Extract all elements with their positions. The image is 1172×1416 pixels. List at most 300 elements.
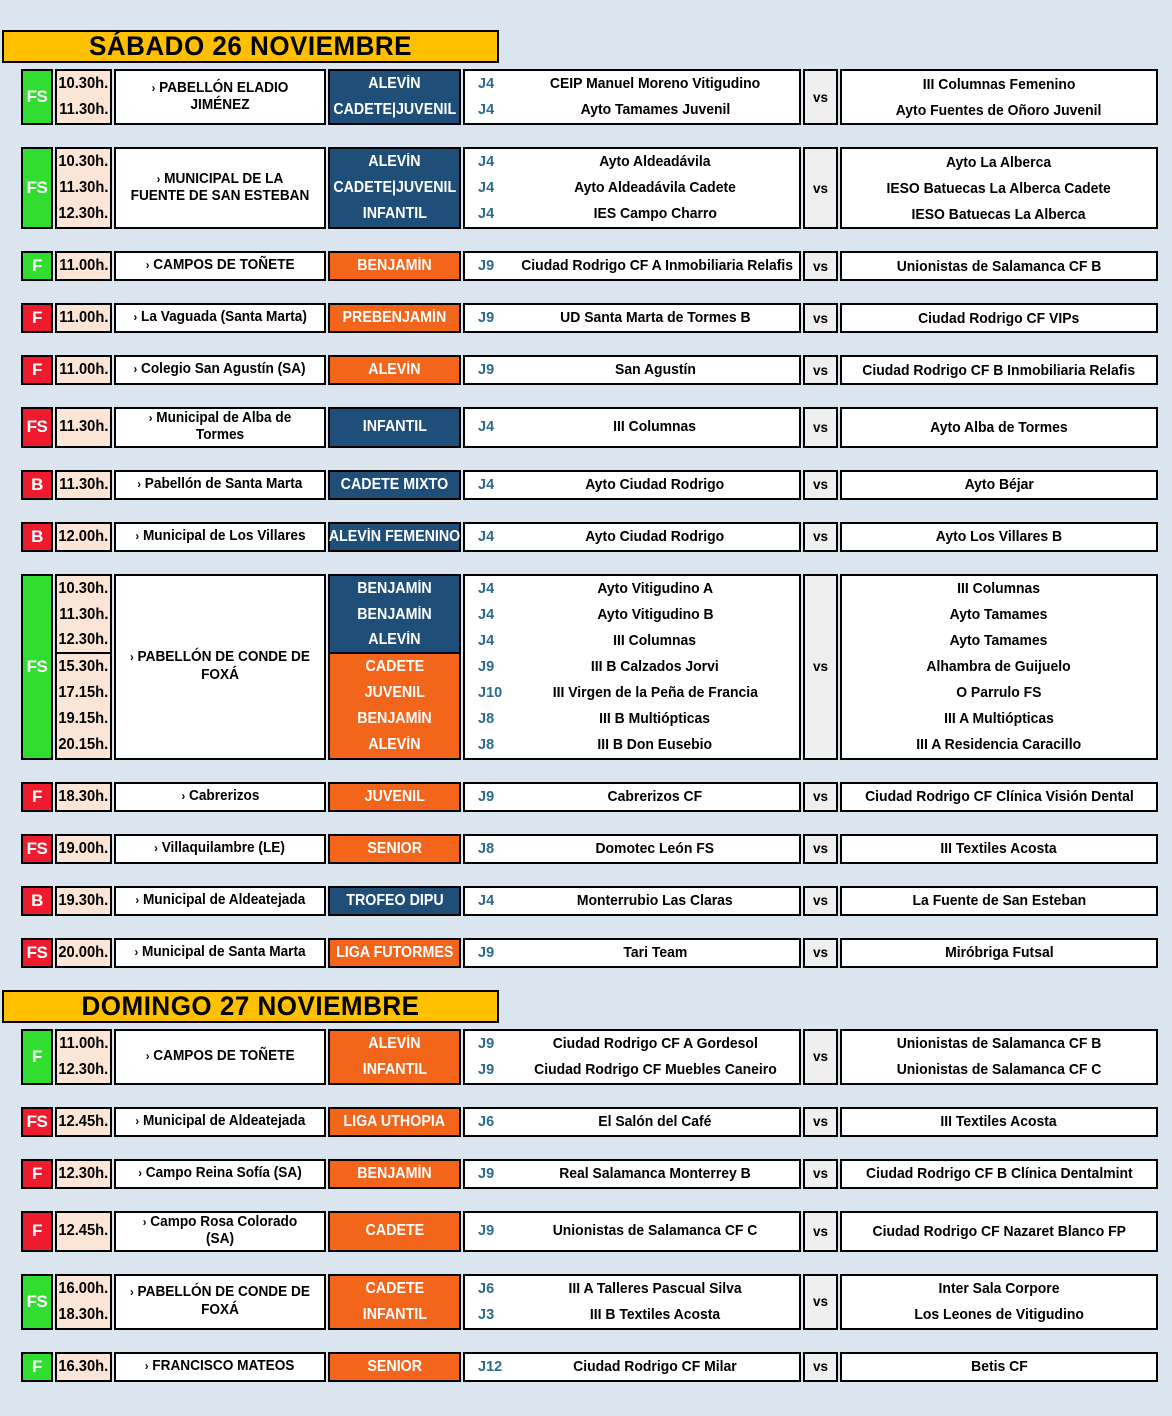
time-label: 20.15h.: [58, 735, 109, 753]
category-cell: [330, 940, 459, 966]
category-cell: [330, 409, 459, 446]
badge-label: FS: [26, 656, 48, 676]
away-column: [840, 303, 1158, 333]
category-label: CADETE: [365, 657, 424, 675]
category-label: BENJAMÍN: [357, 257, 432, 274]
vs-label: vs: [812, 789, 829, 805]
chevron-right-icon: ›: [135, 893, 139, 908]
time-label: 10.30h.: [58, 579, 109, 597]
category-cell: [330, 1276, 459, 1302]
chevron-right-icon: ›: [148, 411, 153, 425]
away-team-name: III A Multiópticas: [944, 710, 1054, 728]
home-team-name: Cabrerizos CF: [607, 787, 703, 805]
match-row: [465, 888, 799, 914]
time-cell: [57, 472, 110, 498]
home-team-name: Ayto Aldeadávila Cadete: [574, 179, 736, 196]
competition-badge: [21, 1274, 53, 1330]
away-column: [840, 834, 1158, 864]
time-cell: [57, 602, 110, 628]
badge-label: FS: [26, 1291, 48, 1311]
match-row: [465, 472, 799, 498]
venue-label: La Vaguada (Santa Marta): [140, 309, 307, 326]
badge-label: F: [32, 256, 42, 275]
category-cell: [330, 576, 459, 602]
match-row: [465, 1302, 799, 1328]
category-column: [328, 147, 461, 229]
away-team-name: Ciudad Rodrigo CF B Inmobiliaria Relafis: [862, 361, 1136, 379]
jornada-label: J4: [478, 102, 495, 118]
venue-cell: [114, 834, 326, 864]
home-team-name: San Agustín: [614, 361, 696, 378]
time-cell: [57, 253, 110, 279]
home-team-name: III B Don Eusebio: [597, 735, 713, 753]
away-column: [840, 1107, 1158, 1137]
home-column: [463, 407, 801, 448]
time-cell: [57, 414, 110, 440]
match-row: [465, 1218, 799, 1244]
home-team-name: Ayto Vitigudino A: [597, 579, 713, 597]
competition-badge: [21, 69, 53, 125]
match-row: [465, 414, 799, 440]
chevron-right-icon: ›: [133, 310, 138, 325]
jornada-label: J8: [478, 710, 495, 727]
home-team-name: Ciudad Rodrigo CF A Gordesol: [552, 1034, 758, 1052]
away-team-name: Unionistas de Salamanca CF B: [896, 257, 1102, 275]
match-row: [465, 175, 799, 201]
competition-badge: [21, 355, 53, 385]
jornada-label: J4: [478, 580, 495, 597]
vs-label: vs: [812, 477, 829, 493]
jornada-label: J4: [478, 528, 495, 545]
venue-name: [138, 1165, 302, 1182]
home-team: [511, 1165, 799, 1183]
time-cell: [57, 305, 110, 331]
chevron-right-icon: ›: [145, 1049, 150, 1064]
away-column: [840, 1211, 1158, 1252]
match-row: [465, 576, 799, 602]
time-label: 11.30h.: [58, 101, 109, 118]
away-column: [840, 938, 1158, 968]
home-column: [463, 1274, 801, 1330]
time-label: 11.00h.: [58, 1034, 109, 1052]
home-team-name: III B Calzados Jorvi: [591, 657, 719, 675]
away-team-name: Ayto Los Villares B: [935, 528, 1063, 546]
day-header: [2, 30, 499, 63]
away-team-name: O Parrulo FS: [956, 684, 1042, 702]
category-label: ALEVÍN: [368, 630, 421, 648]
category-label: INFANTIL: [362, 1305, 427, 1323]
venue-name: [146, 1048, 295, 1065]
home-team-name: CEIP Manuel Moreno Vitigudino: [549, 75, 761, 92]
category-column: [328, 1352, 461, 1382]
home-team: [511, 684, 799, 702]
venue-cell: [114, 886, 326, 916]
away-row: [842, 1031, 1156, 1057]
time-column: [55, 1274, 112, 1330]
away-team-name: IESO Batuecas La Alberca: [912, 205, 1086, 223]
vs-cell: [803, 938, 838, 968]
away-column: [840, 782, 1158, 812]
venue-cell: [114, 782, 326, 812]
vs-label: vs: [812, 1294, 829, 1310]
away-row: [842, 1161, 1156, 1187]
time-label: 12.45h.: [58, 1222, 109, 1240]
venue-name: [135, 1113, 305, 1130]
home-team: [511, 632, 799, 650]
venue-label: PABELLÓN DE CONDE DE FOXÁ: [137, 1284, 310, 1318]
jornada-label: J8: [478, 840, 495, 857]
category-cell: [330, 305, 459, 331]
home-column: [463, 1159, 801, 1189]
jornada-label: J8: [478, 736, 495, 753]
home-column: [463, 1211, 801, 1252]
badge-label: F: [32, 1163, 42, 1183]
category-cell: [330, 732, 459, 758]
jornada-label: J9: [478, 658, 495, 675]
time-cell: [57, 680, 110, 706]
away-row: [842, 414, 1156, 440]
badge-label: FS: [26, 1111, 48, 1131]
home-team: [511, 1061, 799, 1079]
time-column: [55, 1159, 112, 1189]
category-column: [328, 1107, 461, 1137]
match-row: [465, 149, 799, 175]
match-block: [21, 938, 1172, 968]
away-team-name: Alhambra de Guijuelo: [926, 658, 1072, 676]
match-row: [465, 97, 799, 123]
time-cell: [57, 357, 110, 383]
away-team-name: Ciudad Rodrigo CF VIPs: [918, 309, 1080, 327]
category-label: ALEVÍN: [368, 153, 421, 170]
away-row: [842, 149, 1156, 175]
jornada-label: J9: [478, 310, 495, 326]
category-label: BENJAMÍN: [357, 605, 432, 623]
vs-label: vs: [812, 419, 829, 435]
chevron-right-icon: ›: [133, 362, 138, 377]
category-cell: [330, 1057, 459, 1083]
vs-label: vs: [812, 841, 829, 857]
category-column: [328, 522, 461, 552]
category-label: INFANTIL: [362, 418, 427, 436]
match-row: [465, 71, 799, 97]
badge-label: B: [31, 474, 43, 494]
match-block: [21, 355, 1172, 385]
home-team: [511, 892, 799, 910]
away-team-name: Ayto Tamames: [950, 606, 1048, 624]
category-cell: [330, 654, 459, 680]
category-column: [328, 407, 461, 448]
venue-name: [135, 528, 305, 545]
venue-name: [128, 649, 312, 684]
jornada-label: J9: [478, 944, 495, 961]
category-cell: [330, 201, 459, 227]
home-column: [463, 834, 801, 864]
category-cell: [330, 836, 459, 862]
time-label: 19.00h.: [58, 839, 109, 857]
competition-badge: [21, 147, 53, 229]
time-column: [55, 886, 112, 916]
match-row: [465, 654, 799, 680]
home-team: [511, 1280, 799, 1298]
competition-badge: [21, 407, 53, 448]
day-title: DOMINGO 27 NOVIEMBRE: [81, 990, 420, 1022]
away-row: [842, 680, 1156, 706]
category-column: [328, 1211, 461, 1252]
time-label: 11.00h.: [58, 309, 109, 326]
category-column: [328, 938, 461, 968]
category-label: CADETE: [365, 1222, 424, 1240]
category-label: INFANTIL: [362, 1060, 427, 1078]
away-column: [840, 1274, 1158, 1330]
venue-label: Colegio San Agustín (SA): [141, 361, 307, 378]
category-label: INFANTIL: [362, 205, 427, 222]
time-cell: [57, 784, 110, 810]
competition-badge: [21, 782, 53, 812]
away-row: [842, 1302, 1156, 1328]
category-cell: [330, 706, 459, 732]
vs-label: vs: [812, 1049, 829, 1065]
home-team-name: Domotec León FS: [595, 839, 715, 857]
match-row: [465, 602, 799, 628]
jornada-label: J4: [478, 76, 495, 92]
away-team-name: Ciudad Rodrigo CF Clínica Visión Dental: [864, 788, 1134, 806]
venue-cell: [114, 407, 326, 448]
time-label: 18.30h.: [58, 787, 109, 805]
time-cell: [57, 1218, 110, 1244]
home-team: [511, 736, 799, 754]
competition-badge: [21, 834, 53, 864]
jornada-label: J4: [478, 632, 495, 649]
home-team: [511, 257, 803, 275]
vs-cell: [803, 147, 838, 229]
time-cell: [57, 1354, 110, 1380]
vs-cell: [803, 303, 838, 333]
home-team-name: III Virgen de la Peña de Francia: [552, 683, 758, 701]
home-team-name: Unionistas de Salamanca CF C: [552, 1222, 758, 1240]
category-label: ALEVÍN: [368, 735, 421, 753]
competition-badge: [21, 886, 53, 916]
venue-label: Municipal de Santa Marta: [141, 944, 306, 961]
time-cell: [57, 1276, 110, 1302]
time-label: 15.30h.: [58, 657, 109, 675]
away-column: [840, 147, 1158, 229]
time-label: 16.30h.: [58, 1357, 109, 1375]
category-label: CADETE|JUVENIL: [333, 179, 456, 196]
time-column: [55, 834, 112, 864]
category-column: [328, 355, 461, 385]
time-column: [55, 303, 112, 333]
home-team-name: El Salón del Café: [598, 1112, 712, 1130]
venue-label: Campo Reina Sofía (SA): [145, 1165, 302, 1182]
home-team: [511, 179, 799, 197]
category-label: CADETE MIXTO: [340, 475, 449, 493]
venue-cell: [114, 1107, 326, 1137]
home-column: [463, 1107, 801, 1137]
match-row: [465, 680, 799, 706]
away-team-name: Unionistas de Salamanca CF B: [896, 1035, 1102, 1053]
category-column: [328, 834, 461, 864]
home-team-name: Real Salamanca Monterrey B: [559, 1164, 751, 1182]
match-block: [21, 1029, 1172, 1085]
away-team-name: III A Residencia Caracillo: [916, 736, 1082, 754]
time-label: 12.30h.: [58, 1060, 109, 1078]
venue-cell: [114, 355, 326, 385]
jornada-label: J9: [478, 258, 495, 274]
badge-label: F: [32, 360, 42, 379]
match-row: [465, 253, 799, 279]
away-team-name: Ciudad Rodrigo CF Nazaret Blanco FP: [872, 1222, 1126, 1240]
chevron-right-icon: ›: [135, 1114, 139, 1129]
match-block: [21, 1352, 1172, 1382]
category-label: SENIOR: [367, 839, 422, 857]
time-cell: [57, 524, 110, 550]
home-column: [463, 522, 801, 552]
vs-label: vs: [812, 1359, 829, 1375]
time-column: [55, 1211, 112, 1252]
vs-label: vs: [812, 180, 829, 196]
match-row: [465, 357, 799, 383]
jornada-label: J4: [478, 154, 495, 170]
venue-label: Villaquilambre (LE): [162, 840, 286, 857]
time-label: 11.30h.: [58, 475, 109, 493]
time-cell: [57, 940, 110, 966]
away-team-name: Ayto La Alberca: [946, 153, 1052, 171]
match-block: [21, 834, 1172, 864]
away-row: [842, 1109, 1156, 1135]
home-team: [511, 788, 799, 806]
time-label: 11.30h.: [58, 605, 109, 623]
away-row: [842, 654, 1156, 680]
home-team: [511, 309, 799, 327]
vs-cell: [803, 574, 838, 760]
venue-cell: [114, 1352, 326, 1382]
home-team: [511, 1358, 799, 1376]
competition-badge: [21, 1159, 53, 1189]
venue-cell: [114, 1159, 326, 1189]
match-row: [465, 524, 799, 550]
vs-label: vs: [812, 893, 829, 909]
match-block: [21, 303, 1172, 333]
home-team: [511, 153, 799, 171]
competition-badge: [21, 522, 53, 552]
away-column: [840, 1352, 1158, 1382]
vs-cell: [803, 1159, 838, 1189]
category-cell: [330, 175, 459, 201]
match-row: [465, 1057, 799, 1083]
away-team-name: IESO Batuecas La Alberca Cadete: [886, 179, 1112, 197]
time-label: 16.00h.: [58, 1279, 109, 1297]
vs-label: vs: [812, 1114, 829, 1130]
away-row: [842, 732, 1156, 758]
chevron-right-icon: ›: [134, 945, 139, 960]
vs-cell: [803, 1107, 838, 1137]
home-team-name: IES Campo Charro: [593, 205, 717, 222]
match-row: [465, 1276, 799, 1302]
home-column: [463, 886, 801, 916]
home-column: [463, 782, 801, 812]
badge-label: B: [31, 526, 43, 546]
jornada-label: J9: [478, 1035, 495, 1052]
time-column: [55, 251, 112, 281]
match-row: [465, 1161, 799, 1187]
away-row: [842, 576, 1156, 602]
home-team: [511, 840, 799, 858]
time-column: [55, 470, 112, 500]
venue-name: [146, 257, 295, 274]
chevron-right-icon: ›: [142, 1214, 147, 1229]
away-row: [842, 1354, 1156, 1380]
chevron-right-icon: ›: [138, 1166, 142, 1181]
category-label: BENJAMÍN: [357, 1164, 432, 1182]
time-label: 12.30h.: [58, 1164, 109, 1182]
chevron-right-icon: ›: [145, 1358, 149, 1373]
venue-label: CAMPOS DE TOÑETE: [153, 1048, 295, 1065]
away-column: [840, 407, 1158, 448]
venue-label: Cabrerizos: [188, 788, 259, 805]
vs-cell: [803, 782, 838, 812]
badge-label: FS: [26, 87, 48, 106]
category-cell: [330, 149, 459, 175]
home-team: [511, 418, 799, 436]
venue-name: [128, 1214, 312, 1249]
jornada-label: J9: [478, 788, 495, 805]
chevron-right-icon: ›: [181, 789, 185, 804]
home-team-name: III B Multiópticas: [599, 709, 711, 727]
match-row: [465, 1354, 799, 1380]
away-team-name: Inter Sala Corpore: [938, 1280, 1060, 1298]
home-team-name: Ciudad Rodrigo CF A Inmobiliaria Relafis: [521, 257, 794, 274]
venue-name: [128, 410, 312, 445]
category-cell: [330, 602, 459, 628]
category-label: ALEVÍN: [368, 75, 421, 92]
competition-badge: [21, 303, 53, 333]
away-row: [842, 71, 1156, 97]
chevron-right-icon: ›: [154, 841, 159, 856]
away-row: [842, 706, 1156, 732]
time-label: 19.15h.: [58, 709, 109, 727]
away-row: [842, 175, 1156, 201]
time-label: 10.30h.: [58, 75, 109, 92]
venue-cell: [114, 1274, 326, 1330]
time-column: [55, 69, 112, 125]
home-team-name: Ciudad Rodrigo CF Muebles Caneiro: [533, 1060, 777, 1078]
time-cell: [57, 175, 110, 201]
category-cell: [330, 253, 459, 279]
venue-cell: [114, 69, 326, 125]
competition-badge: [21, 470, 53, 500]
away-row: [842, 524, 1156, 550]
time-column: [55, 1107, 112, 1137]
home-team-name: Ayto Aldeadávila: [599, 153, 711, 170]
away-team-name: Ayto Alba de Tormes: [930, 418, 1068, 436]
away-column: [840, 69, 1158, 125]
category-label: LIGA FUTORMES: [335, 943, 454, 961]
jornada-label: J12: [478, 1358, 503, 1375]
home-column: [463, 147, 801, 229]
match-row: [465, 940, 799, 966]
away-row: [842, 836, 1156, 862]
home-team-name: UD Santa Marta de Tormes B: [559, 309, 751, 326]
time-cell: [57, 201, 110, 227]
competition-badge: [21, 1211, 53, 1252]
venue-label: Municipal de Los Villares: [142, 528, 306, 545]
away-team-name: III Columnas: [957, 580, 1041, 598]
badge-label: FS: [26, 178, 48, 197]
away-row: [842, 784, 1156, 810]
match-row: [465, 784, 799, 810]
venue-cell: [114, 251, 326, 281]
home-team: [511, 944, 799, 962]
